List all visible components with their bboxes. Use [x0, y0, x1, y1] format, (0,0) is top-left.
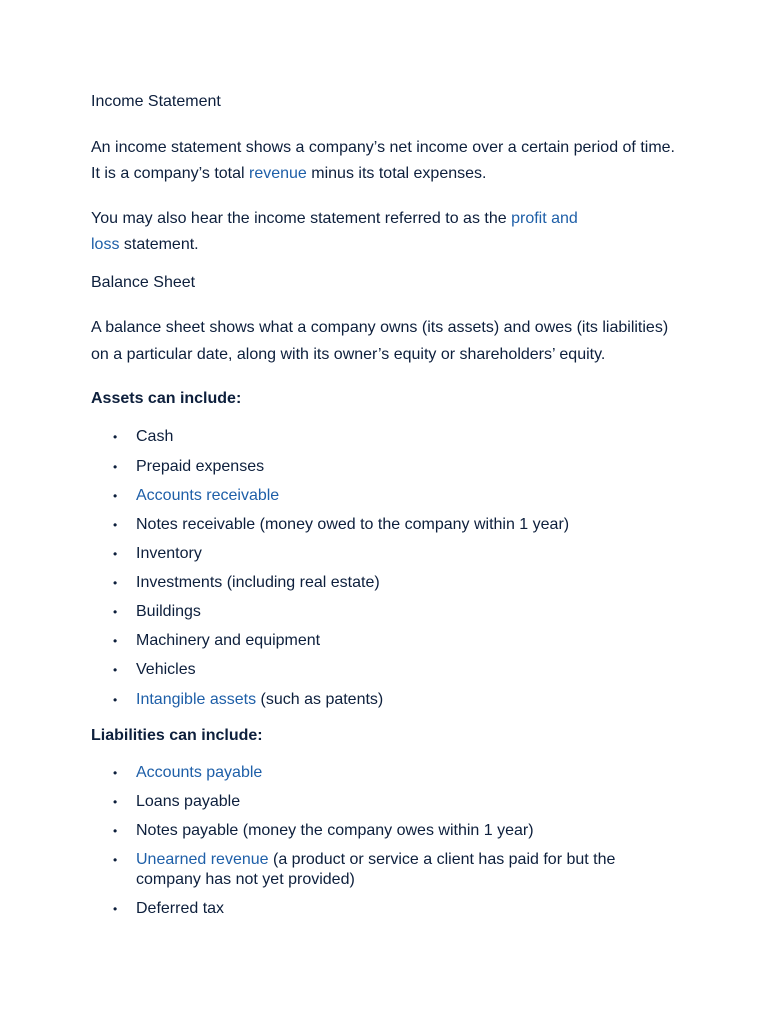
- list-item: Inventory: [136, 545, 202, 562]
- list-item-continuation: company has not yet provided): [136, 871, 355, 888]
- bullet: •: [113, 547, 118, 561]
- list-item: Prepaid expenses: [136, 458, 265, 475]
- intangible-assets-link[interactable]: Intangible assets: [136, 691, 257, 708]
- bullet: •: [113, 576, 118, 590]
- bullet: •: [113, 634, 118, 648]
- list-item: Notes payable (money the company owes within 1 year): [136, 822, 534, 839]
- income-paragraph-line-2: [91, 161, 486, 187]
- list-item: [136, 851, 615, 869]
- text-span: statement.: [119, 236, 199, 253]
- accounts-receivable-link[interactable]: Accounts receivable: [136, 487, 280, 504]
- bullet: •: [113, 489, 118, 503]
- balance-paragraph-line-1: A balance sheet shows what a company owns (its assets) and owes (its liabilities): [91, 319, 669, 336]
- list-item: Cash: [136, 428, 174, 445]
- bullet: •: [113, 518, 118, 532]
- balance-sheet-heading: Balance Sheet: [91, 274, 196, 291]
- bullet: •: [113, 824, 118, 838]
- revenue-link[interactable]: revenue: [249, 165, 307, 182]
- text-span: You may also hear the income statement referred to as the: [91, 210, 512, 227]
- pl-paragraph-line-1: [91, 206, 578, 232]
- list-item: Loans payable: [136, 793, 241, 810]
- list-item: Notes receivable (money owed to the company within 1 year): [136, 516, 570, 533]
- accounts-payable-link[interactable]: Accounts payable: [136, 764, 263, 781]
- list-item: [136, 764, 262, 782]
- list-item: Vehicles: [136, 661, 196, 678]
- list-item: Investments (including real estate): [136, 574, 380, 591]
- bullet: •: [113, 430, 118, 444]
- text-span: (a product or service a client has paid for but the: [268, 851, 616, 868]
- income-paragraph-line-1: An income statement shows a company’s net income over a certain period of time.: [91, 139, 675, 156]
- bullet: •: [113, 795, 118, 809]
- text-span: (such as patents): [256, 691, 384, 708]
- list-item: [136, 691, 383, 709]
- income-statement-heading: Income Statement: [91, 93, 221, 110]
- bullet: •: [113, 902, 118, 916]
- bullet: •: [113, 853, 118, 867]
- bullet: •: [113, 460, 118, 474]
- text-span: minus its total expenses.: [306, 165, 487, 182]
- list-item: [136, 487, 279, 505]
- profit-and-loss-link[interactable]: profit and: [511, 210, 578, 227]
- list-item: Buildings: [136, 603, 201, 620]
- list-item: Deferred tax: [136, 900, 225, 917]
- assets-heading: Assets can include:: [91, 390, 242, 407]
- profit-and-loss-link-continued[interactable]: loss: [91, 236, 120, 253]
- text-span: It is a company’s total: [91, 165, 249, 182]
- bullet: •: [113, 693, 118, 707]
- liabilities-heading: Liabilities can include:: [91, 727, 263, 744]
- unearned-revenue-link[interactable]: Unearned revenue: [136, 851, 269, 868]
- bullet: •: [113, 766, 118, 780]
- bullet: •: [113, 663, 118, 677]
- balance-paragraph-line-2: on a particular date, along with its owner’s equity or shareholders’ equity.: [91, 346, 606, 363]
- bullet: •: [113, 605, 118, 619]
- list-item: Machinery and equipment: [136, 632, 321, 649]
- pl-paragraph-line-2: [91, 232, 199, 258]
